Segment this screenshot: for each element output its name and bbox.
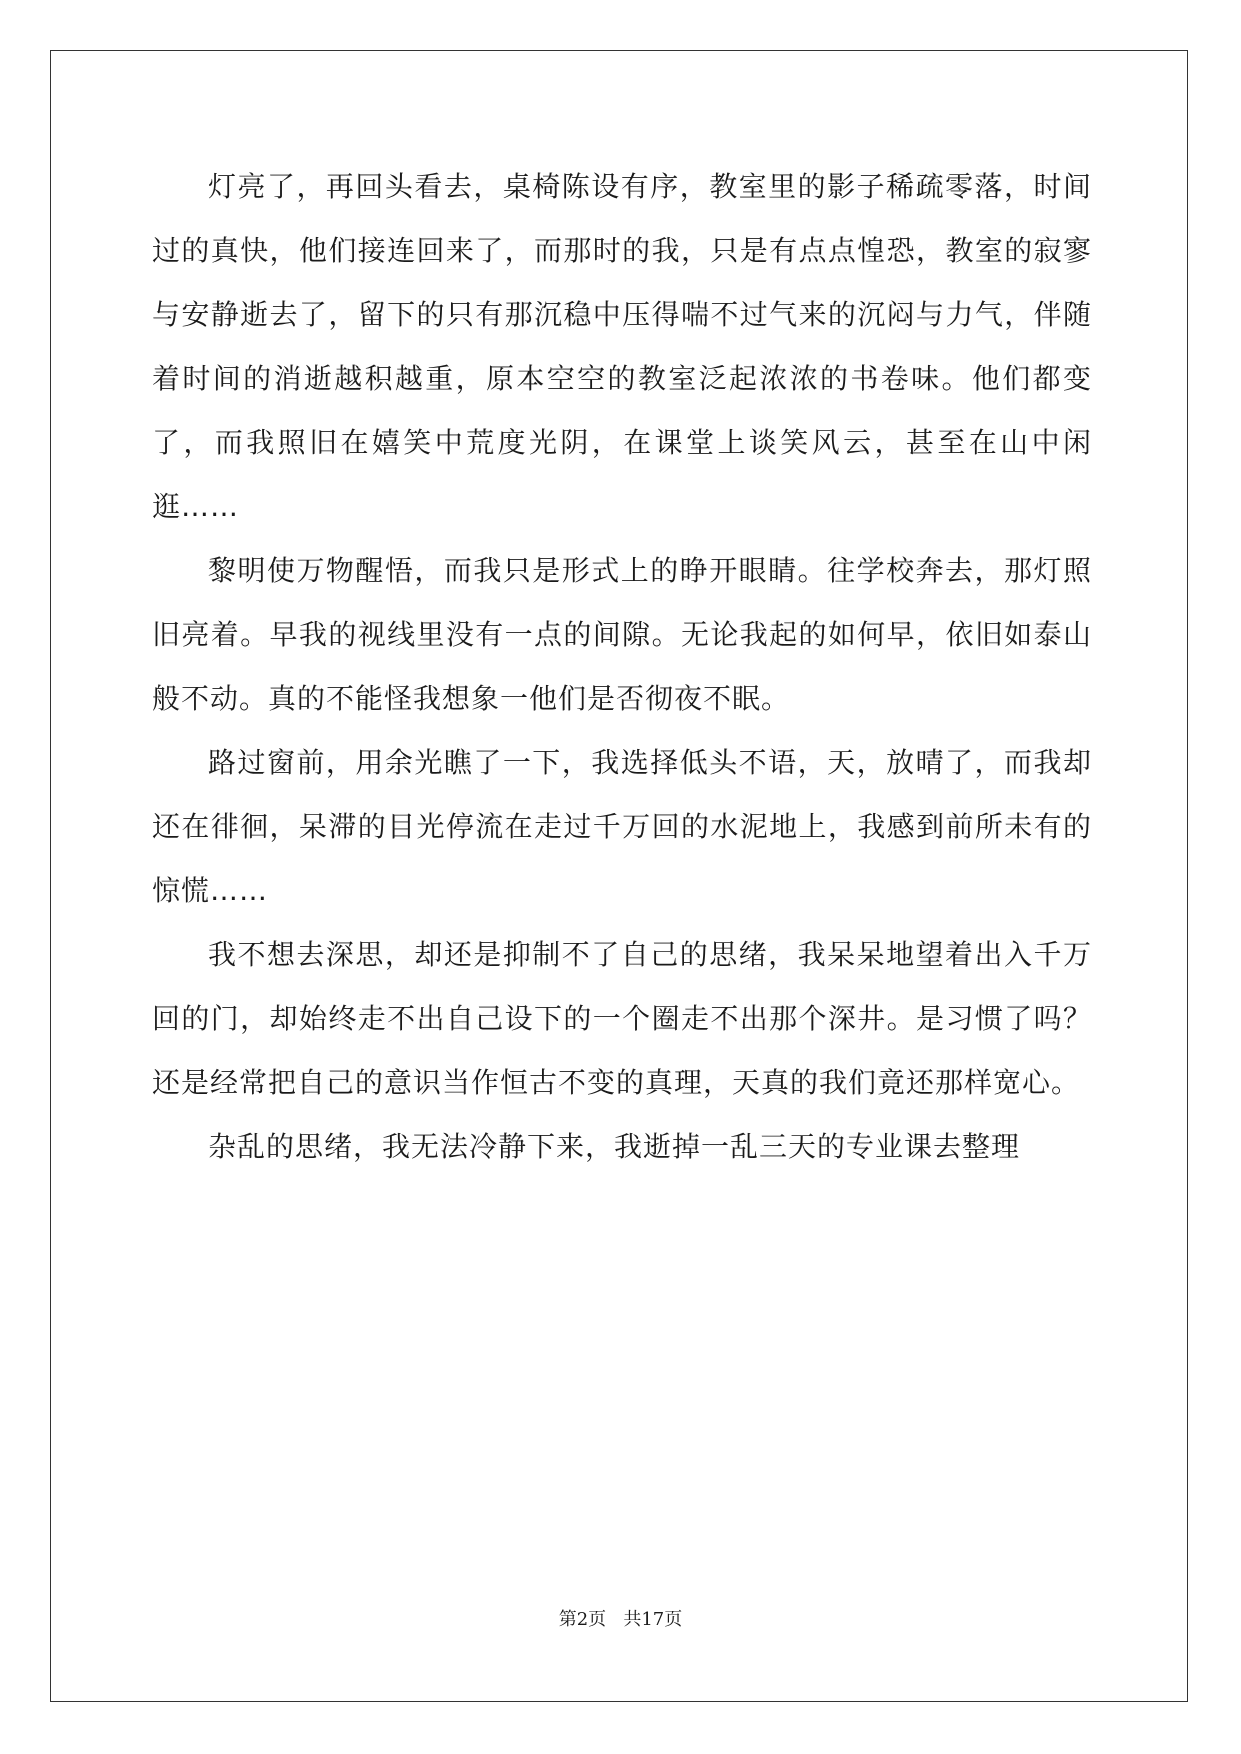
paragraph: 灯亮了，再回头看去，桌椅陈设有序，教室里的影子稀疏零落，时间过的真快，他们接连回来了，而那时的我，只是有点点惶恐，教室的寂寥与安静逝去了，留下的只有那沉稳中压得喘不过气来的沉闷与力气，伴随着时间的消逝越积越重，原本空空的教室泛起浓浓的书卷味。他们都变了，而我照旧在嬉笑中荒度光阴，在课堂上谈笑风云，甚至在山中闲逛…… bbox=[152, 170, 1092, 523]
paragraph: 黎明使万物醒悟，而我只是形式上的睁开眼睛。往学校奔去，那灯照旧亮着。早我的视线里没有一点的间隙。无论我起的如何早，依旧如泰山般不动。真的不能怪我想象一他们是否彻夜不眠。 bbox=[152, 554, 1092, 715]
paragraph: 我不想去深思，却还是抑制不了自己的思绪，我呆呆地望着出入千万回的门，却始终走不出自己设下的一个圈走不出那个深井。是习惯了吗？还是经常把自己的意识当作恒古不变的真理，天真的我们竟还那样宽心。 bbox=[152, 938, 1092, 1099]
page-number: 第2页 共17页 bbox=[558, 1609, 683, 1630]
paragraph: 杂乱的思绪，我无法冷静下来，我逝掉一乱三天的专业课去整理 bbox=[208, 1130, 1021, 1163]
document-body bbox=[152, 155, 1092, 1179]
paragraph: 路过窗前，用余光瞧了一下，我选择低头不语，天，放晴了，而我却还在徘徊，呆滞的目光停流在走过千万回的水泥地上，我感到前所未有的惊慌…… bbox=[152, 746, 1092, 907]
